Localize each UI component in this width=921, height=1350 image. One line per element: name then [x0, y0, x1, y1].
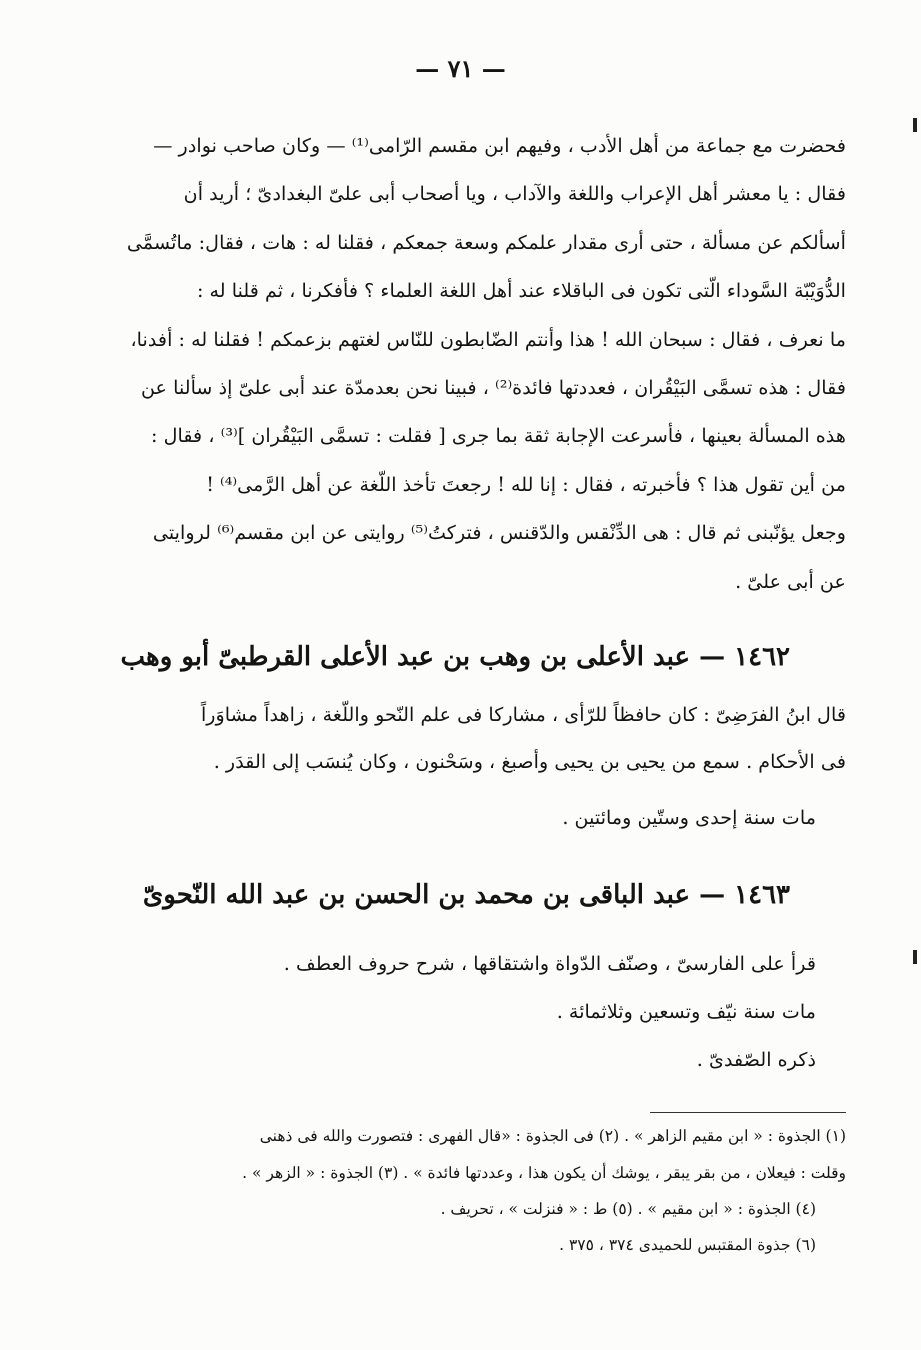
- text-line: مات سنة نيّف وتسعين وثلاثمائة .: [556, 1000, 816, 1023]
- text-line: فى الأحكام . سمع من يحيى بن يحيى وأصبغ ، وسَحْنون ، وكان يُنسَب إلى القدَر .: [213, 750, 846, 773]
- text-line: هذه المسألة بعينها ، فأسرعت الإجابة ثقة بما جرى [ فقلت : تسمَّى البَيْقُران ]⁽³⁾ ، فقال :: [151, 424, 846, 448]
- scan-edge-mark: [913, 118, 917, 132]
- text-line: قرأ على الفارسىّ ، وصنّف الدّواة واشتقاقها ، شرح حروف العطف .: [283, 952, 816, 975]
- text-line: الدُّوَيْبّة السَّوداء الّتى تكون فى الباقلاء عند أهل اللغة العلماء ؟ فأفكرنا ، ثم قلنا له :: [196, 279, 846, 303]
- footnote-line: (٤) الجذوة : « ابن مقيم » . (٥) ط : « فنزلت » ، تحريف .: [440, 1200, 816, 1218]
- footnote-divider: [650, 1112, 846, 1113]
- text-line: مات سنة إحدى وستّين ومائتين .: [562, 806, 816, 829]
- scan-edge-mark: [913, 950, 917, 964]
- text-line: عن أبى علىّ .: [735, 569, 846, 593]
- footnote-line: (١) الجذوة : « ابن مقيم الزاهر » . (٢) فى الجذوة : «قال الفهرى : فتصورت والله فى ذهنى: [259, 1127, 846, 1145]
- text-line: ذكره الصّفدىّ .: [696, 1048, 816, 1071]
- text-line: من أين تقول هذا ؟ فأخبرته ، فقال : إنا لله ! رجعتَ تأخذ اللّغة عن أهل الرَّمى⁽⁴⁾ !: [206, 472, 846, 496]
- text-line: فقال : هذه تسمَّى البَيْقُران ، فعددتها فائدة⁽²⁾ ، فبينا نحن بعدمدّة عند أبى علىّ إذ سألنا عن: [140, 375, 846, 399]
- intro-paragraph: [118, 122, 846, 606]
- footnote-line: وقلت : فيعلان ، من بقر يبقر ، يوشك أن يكون هذا ، وعددتها فائدة » . (٣) الجذوة : « الزهر » .: [242, 1164, 846, 1182]
- text-line: قال ابنُ الفرَضِىّ : كان حافظاً للرّأى ، مشاركا فى علم النّحو واللّغة ، زاهداً مشاوَراً: [200, 703, 846, 726]
- text-line: فقال : يا معشر أهل الإعراب واللغة والآداب ، ويا أصحاب أبى علىّ البغدادىّ ؛ أريد أن: [183, 182, 846, 206]
- page-number: — ٧١ —: [415, 54, 506, 83]
- entry-heading-1462: ١٤٦٢ — عبد الأعلى بن وهب بن عبد الأعلى القرطبىّ أبو وهب: [120, 642, 790, 672]
- entry-heading-1463: ١٤٦٣ — عبد الباقى بن محمد بن الحسن بن عبد الله النّحوىّ: [142, 880, 790, 910]
- footnote-line: (٦) جذوة المقتبس للحميدى ٣٧٤ ، ٣٧٥ .: [559, 1236, 816, 1254]
- text-line: ما نعرف ، فقال : سبحان الله ! هذا وأنتم الضّابطون للنّاس لغتهم بزعمكم ! فقلنا له : أفدنا،: [130, 327, 846, 351]
- text-line: فحضرت مع جماعة من أهل الأدب ، وفيهم ابن مقسم الرّامى⁽¹⁾ — وكان صاحب نوادر —: [153, 134, 846, 157]
- text-line: وجعل يؤنّبنى ثم قال : هى الدِّنْقس والدّقنس ، فتركتُ⁽⁵⁾ روايتى عن ابن مقسم⁽⁶⁾ لروايتى: [152, 521, 846, 545]
- text-line: أسألكم عن مسألة ، حتى أرى مقدار علمكم وسعة جمعكم ، فقلنا له : هات ، فقال: ماتُسمَّى: [126, 230, 846, 254]
